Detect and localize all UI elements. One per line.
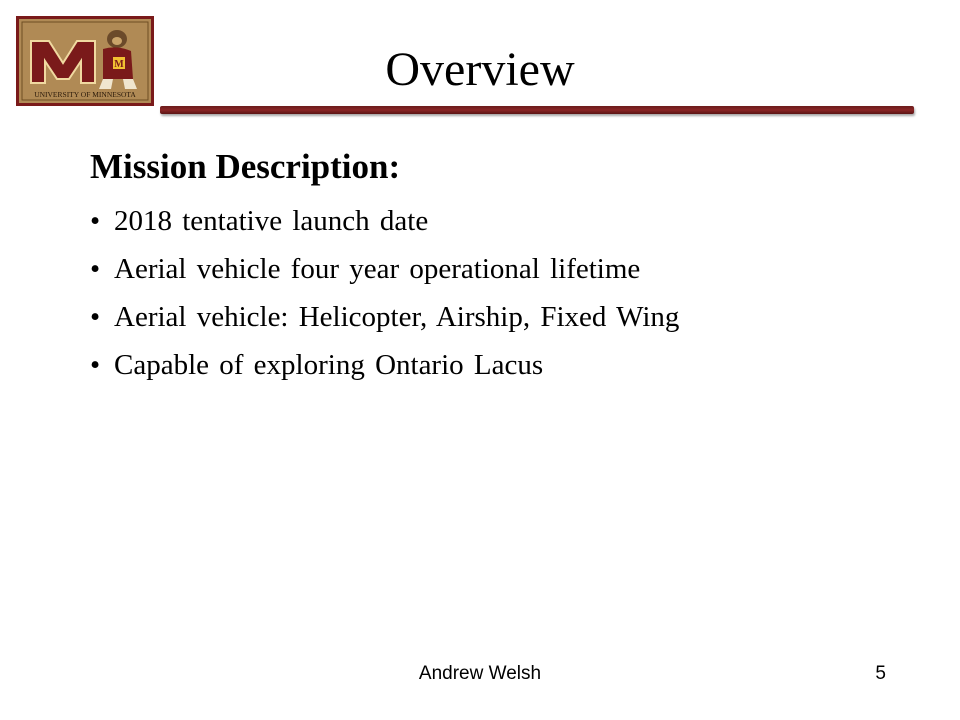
- logo-text: UNIVERSITY OF MINNESOTA: [34, 90, 136, 99]
- bullet-text: Capable of exploring Ontario Lacus: [114, 348, 544, 381]
- list-item: [90, 293, 910, 341]
- svg-text:M: M: [114, 59, 124, 70]
- slide-content: [90, 148, 910, 389]
- bullet-icon: •: [90, 348, 101, 381]
- bullet-icon: •: [90, 300, 101, 333]
- page-number: 5: [875, 663, 886, 684]
- list-item: [90, 197, 910, 245]
- bullet-text: Aerial vehicle: Helicopter, Airship, Fixed Wing: [114, 300, 680, 333]
- bullet-icon: •: [90, 252, 101, 285]
- bullet-text: 2018 tentative launch date: [114, 204, 429, 237]
- bullet-list: [90, 197, 910, 389]
- list-item: [90, 245, 910, 293]
- section-heading: Mission Description:: [90, 147, 401, 186]
- bullet-text: Aerial vehicle four year operational lifetime: [114, 252, 641, 285]
- slide-title: Overview: [385, 43, 575, 96]
- title-underline: [160, 106, 914, 114]
- bullet-icon: •: [90, 204, 101, 237]
- list-item: [90, 341, 910, 389]
- footer-author: Andrew Welsh: [418, 663, 542, 684]
